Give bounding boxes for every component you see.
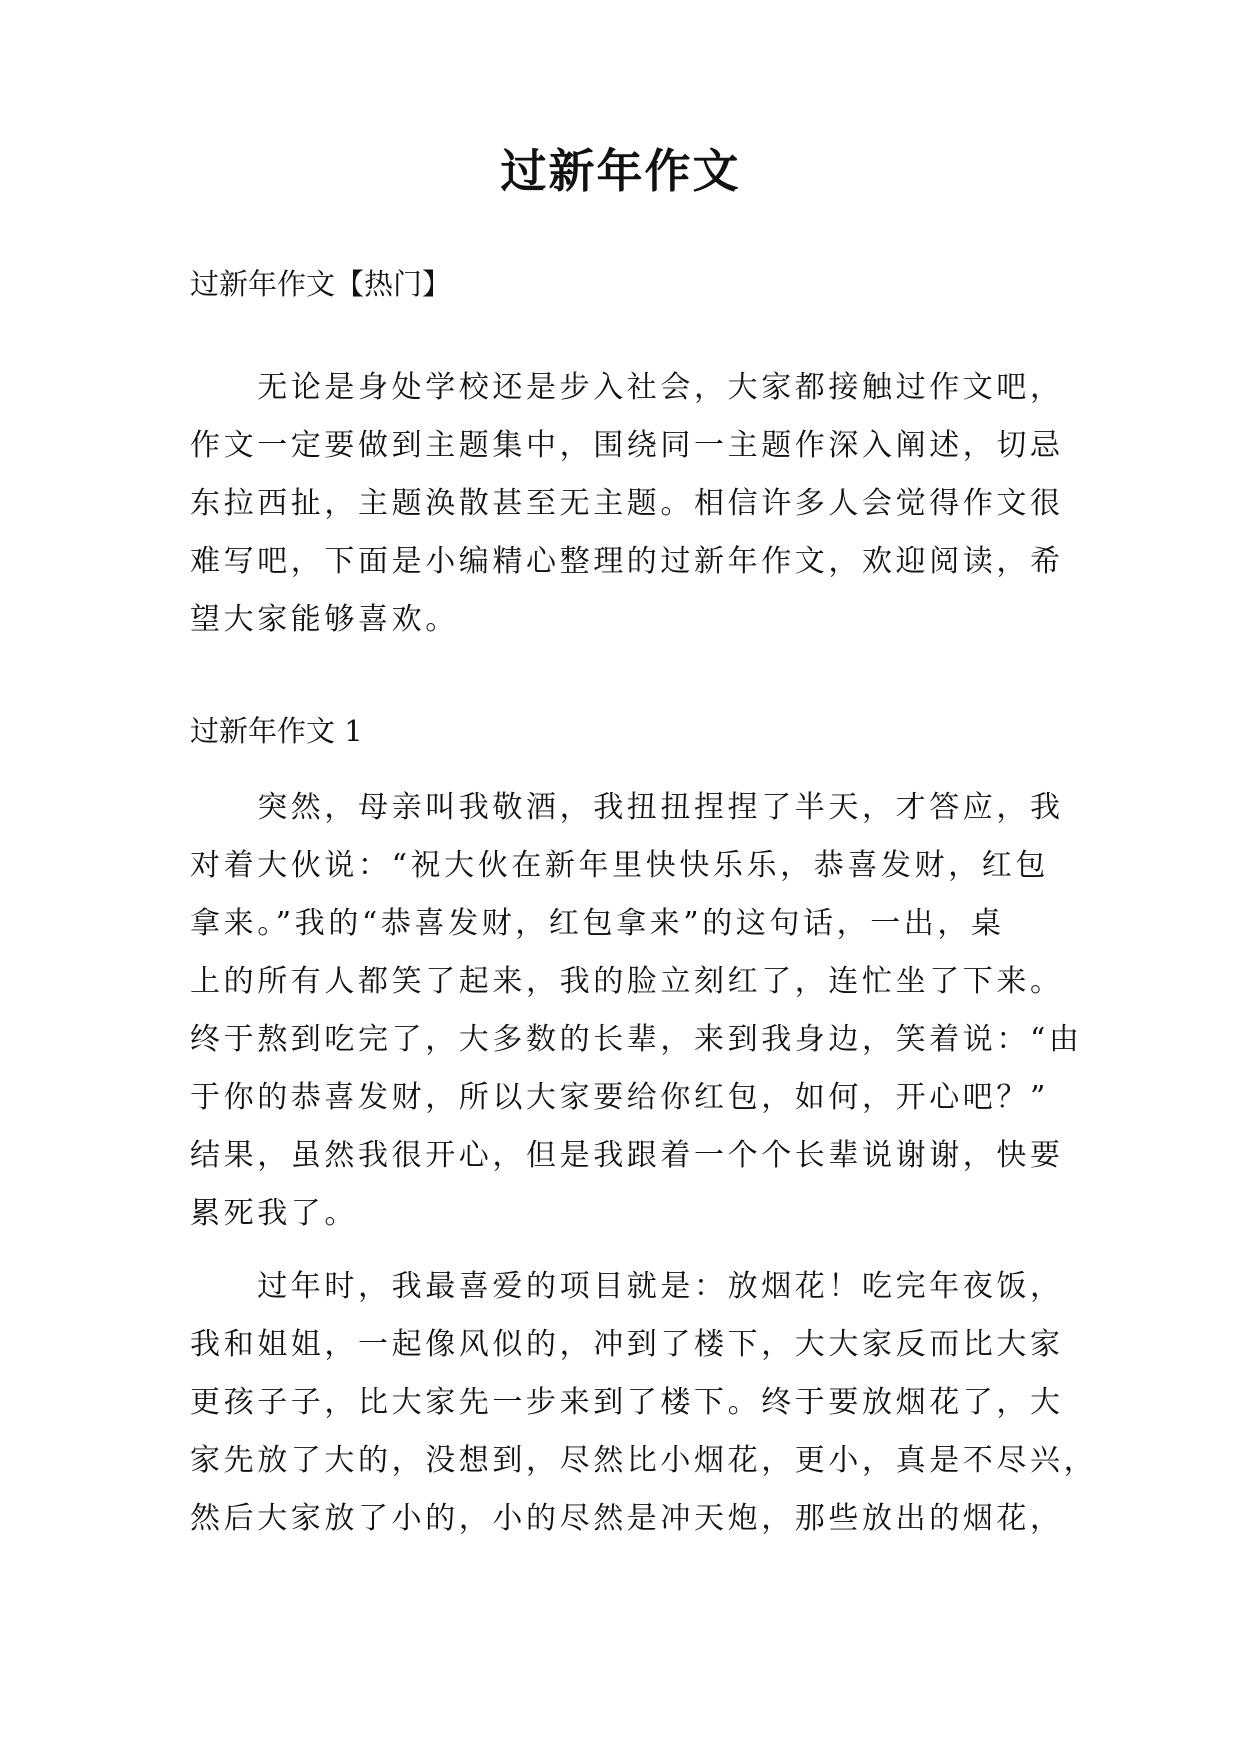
- paragraph-line: 终于熬到吃完了，大多数的长辈，来到我身边，笑着说：“由: [190, 1022, 1083, 1057]
- intro-line: 无论是身处学校还是步入社会，大家都接触过作文吧，: [190, 370, 1064, 405]
- section-heading: 过新年作文 1: [190, 714, 363, 748]
- document-title: 过新年作文: [500, 144, 741, 198]
- intro-line: 作文一定要做到主题集中，围绕同一主题作深入阐述，切忌: [190, 428, 1064, 463]
- paragraph-line: 家先放了大的，没想到，尽然比小烟花，更小，真是不尽兴，: [190, 1443, 1098, 1478]
- intro-line: 难写吧，下面是小编精心整理的过新年作文，欢迎阅读，希: [190, 544, 1064, 579]
- paragraph-line: 累死我了。: [190, 1196, 358, 1231]
- paragraph-line: 结果，虽然我很开心，但是我跟着一个个长辈说谢谢，快要: [190, 1138, 1064, 1173]
- paragraph-line: 然后大家放了小的，小的尽然是冲天炮，那些放出的烟花，: [190, 1501, 1064, 1536]
- paragraph-line: 突然，母亲叫我敬酒，我扭扭捏捏了半天，才答应，我: [190, 790, 1064, 825]
- paragraph-line: 对着大伙说：“祝大伙在新年里快快乐乐，恭喜发财，红包: [190, 848, 1049, 883]
- section1-paragraph-2: [190, 1258, 1098, 1548]
- intro-line: 东拉西扯，主题涣散甚至无主题。相信许多人会觉得作文很: [190, 486, 1064, 521]
- paragraph-line: 于你的恭喜发财，所以大家要给你红包，如何，开心吧？”: [190, 1080, 1049, 1115]
- paragraph-line: 拿来。”我的“恭喜发财，红包拿来”的这句话，一出，桌: [190, 906, 1005, 941]
- intro-line: 望大家能够喜欢。: [190, 602, 459, 637]
- paragraph-line: 更孩子子，比大家先一步来到了楼下。终于要放烟花了，大: [190, 1385, 1064, 1420]
- paragraph-line: 我和姐姐，一起像风似的，冲到了楼下，大大家反而比大家: [190, 1327, 1064, 1362]
- paragraph-line: 上的所有人都笑了起来，我的脸立刻红了，连忙坐了下来。: [190, 964, 1064, 999]
- section1-paragraph-1: [190, 779, 1083, 1243]
- intro-paragraph: [190, 359, 1070, 649]
- paragraph-line: 过年时，我最喜爱的项目就是：放烟花！吃完年夜饭，: [190, 1269, 1064, 1304]
- article-subtitle: 过新年作文【热门】: [190, 267, 452, 301]
